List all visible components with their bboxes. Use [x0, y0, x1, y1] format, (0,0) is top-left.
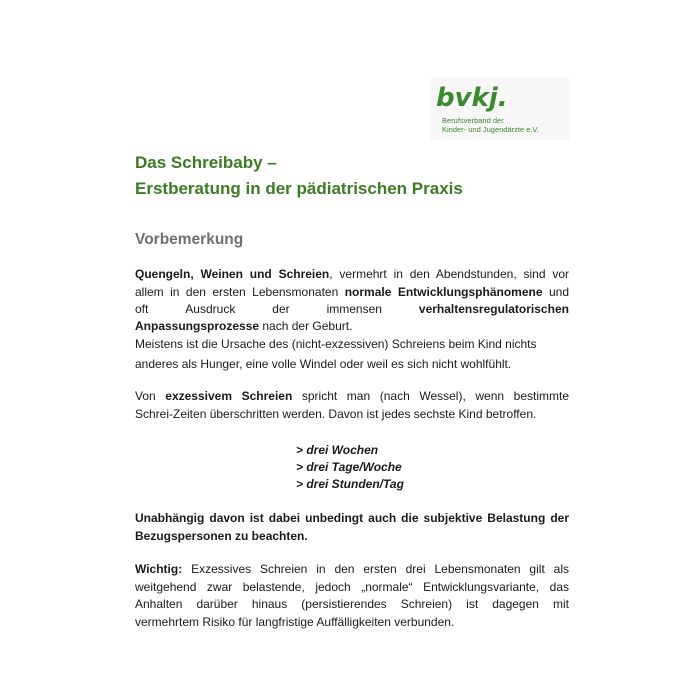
burden-paragraph [135, 510, 569, 545]
criteria-item: > drei Tage/Woche [296, 460, 402, 474]
criteria-item: > drei Stunden/Tag [296, 477, 404, 491]
important-line4: vermehrtem Risiko für langfristige Auffälligkeiten verbunden. [135, 614, 455, 629]
intro-line5: Meistens ist die Ursache des (nicht-exzessiven) Schreiens beim Kind nichts [135, 336, 537, 351]
intro-line6: anderes als Hunger, eine volle Windel oder weil es sich nicht wohlfühlt. [135, 357, 512, 371]
intro-line4: Anpassungsprozesse nach der Geburt. [135, 319, 353, 333]
intro-line1: Quengeln, Weinen und Schreien, vermehrt in den Abendstunden, sind vor [135, 267, 569, 281]
important-line3: Anhalten darüber hinaus (persistierendes Schreien) ist dagegen mit [135, 597, 569, 611]
burden-line1: Unabhängig davon ist dabei unbedingt auch die subjektive Belastung der [135, 511, 569, 525]
svg-text:bvkj.: bvkj. [436, 83, 508, 113]
burden-line2: Bezugspersonen zu beachten. [135, 528, 308, 543]
important-line2: weitgehend zwar belastende, jedoch „normale“ Entwicklungsvariante, das [135, 579, 569, 594]
criteria-item: > drei Wochen [296, 443, 379, 457]
intro-paragraph [135, 266, 569, 301]
section-heading: Vorbemerkung [135, 231, 244, 248]
excessive-paragraph [135, 388, 569, 423]
excessive-line2: Schrei-Zeiten überschritten werden. Davon ist jedes sechste Kind betroffen. [135, 406, 537, 421]
title-line2: Erstberatung in der pädiatrischen Praxis [135, 179, 463, 198]
bvkj-wordmark [434, 80, 534, 114]
excessive-line1: Von exzessivem Schreien spricht man (nach Wessel), wenn bestimmte [135, 389, 569, 403]
intro-line2: allem in den ersten Lebensmonaten normale Entwicklungsphänomene und [135, 284, 570, 299]
criteria-list [296, 442, 404, 493]
document-title [135, 150, 463, 202]
title-line1: Das Schreibaby – [135, 153, 277, 172]
logo-subtitle-line2: Kinder- und Jugendärzte e.V. [442, 125, 539, 134]
important-paragraph [135, 561, 569, 631]
bvkj-logo [430, 78, 570, 140]
intro-line3: oft Ausdruck der immensen verhaltensregulatorischen [135, 302, 569, 316]
logo-subtitle-line1: Berufsverband der [442, 116, 504, 125]
intro-paragraph-cont [135, 318, 569, 374]
important-line1: Wichtig: Exzessives Schreien in den ersten drei Lebensmonaten gilt als [135, 562, 569, 576]
